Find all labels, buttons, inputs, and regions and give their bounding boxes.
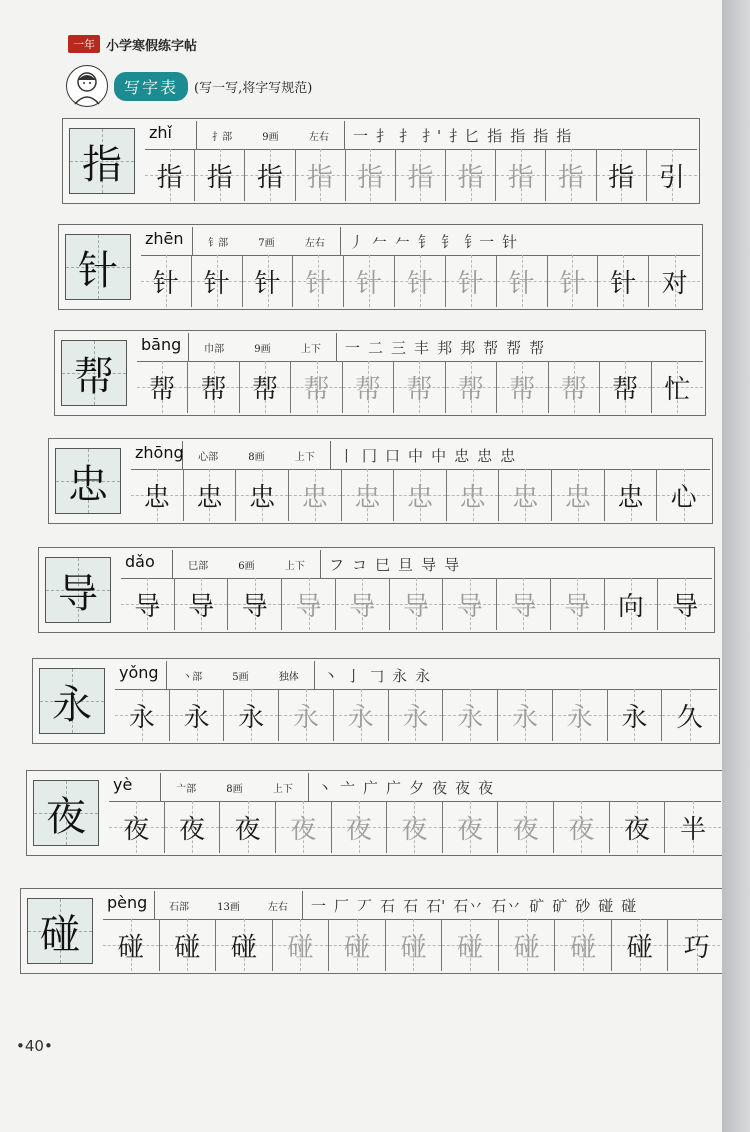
- practice-cell[interactable]: 永: [389, 689, 444, 741]
- practice-cell[interactable]: 碰: [555, 919, 612, 971]
- stroke-step: 碰: [598, 896, 614, 915]
- stroke-step: 针: [502, 232, 518, 251]
- stroke-step: 扌: [376, 126, 392, 145]
- practice-cell[interactable]: 指: [546, 149, 596, 201]
- stroke-order: [309, 773, 721, 801]
- practice-cell[interactable]: 久: [662, 689, 717, 741]
- practice-cell[interactable]: 忙: [652, 361, 703, 413]
- practice-cell[interactable]: 永: [443, 689, 498, 741]
- stroke-step: 夜: [455, 778, 471, 797]
- practice-cell[interactable]: 指: [396, 149, 446, 201]
- stroke-step: 导: [421, 555, 437, 574]
- practice-cell[interactable]: 永: [115, 689, 170, 741]
- pinyin: zhōng: [131, 441, 183, 469]
- stroke-order: [321, 550, 712, 578]
- practice-cell[interactable]: 永: [279, 689, 334, 741]
- structure: 上下: [272, 783, 293, 795]
- practice-cell[interactable]: 夜: [276, 801, 332, 853]
- writing-grid: [103, 891, 725, 971]
- writing-grid: [131, 441, 710, 521]
- character-info: [109, 773, 721, 802]
- practice-cell[interactable]: 永: [553, 689, 608, 741]
- pinyin: zhēn: [141, 227, 193, 255]
- stroke-count: 9画: [262, 131, 279, 143]
- practice-cell[interactable]: 心: [657, 469, 710, 521]
- character-meta: [155, 891, 303, 919]
- radical: 钅部: [208, 237, 229, 249]
- practice-cell[interactable]: 帮: [394, 361, 445, 413]
- practice-cell[interactable]: 对: [649, 255, 700, 307]
- stroke-step: 指: [510, 126, 526, 145]
- practice-cell[interactable]: 指: [597, 149, 647, 201]
- practice-cell[interactable]: 导: [443, 578, 497, 630]
- radical: 亠部: [176, 783, 197, 795]
- character-meta: [197, 121, 345, 149]
- practice-cell[interactable]: 针: [293, 255, 344, 307]
- stroke-step: 冂: [362, 446, 378, 465]
- character-meta: [161, 773, 309, 801]
- radical: 扌部: [212, 131, 233, 143]
- practice-cell[interactable]: 永: [170, 689, 225, 741]
- grade-badge: 一年: [68, 35, 100, 53]
- practice-cell[interactable]: 忠: [236, 469, 289, 521]
- practice-cell[interactable]: 导: [551, 578, 605, 630]
- model-character: 导: [45, 557, 111, 623]
- stroke-step: 旦: [398, 555, 414, 574]
- model-character: 忠: [55, 448, 121, 514]
- stroke-step: 邦: [460, 338, 476, 357]
- practice-row: [58, 224, 703, 310]
- practice-cells: [131, 469, 710, 521]
- stroke-count: 13画: [217, 901, 240, 913]
- stroke-step: 帮: [483, 338, 499, 357]
- section-label: 写字表: [114, 72, 188, 101]
- character-info: [103, 891, 725, 920]
- practice-cell[interactable]: 碰: [160, 919, 217, 971]
- stroke-step: 夕: [409, 778, 425, 797]
- stroke-step: 三: [391, 338, 407, 357]
- stroke-step: 口: [385, 446, 401, 465]
- practice-cell[interactable]: 向: [605, 578, 659, 630]
- page-header: [68, 34, 197, 54]
- stroke-step: 钅: [441, 232, 457, 251]
- practice-cell[interactable]: 碰: [103, 919, 160, 971]
- character-meta: [183, 441, 331, 469]
- practice-cell[interactable]: 忠: [552, 469, 605, 521]
- character-info: [131, 441, 710, 470]
- stroke-order: [337, 333, 703, 361]
- practice-cell[interactable]: 帮: [188, 361, 239, 413]
- stroke-order: [341, 227, 700, 255]
- stroke-count: 8画: [248, 451, 265, 463]
- stroke-step: 丨: [339, 446, 355, 465]
- writing-grid: [121, 550, 712, 630]
- practice-cells: [145, 149, 697, 201]
- practice-row: [54, 330, 706, 416]
- stroke-step: 帮: [506, 338, 522, 357]
- stroke-step: 丰: [414, 338, 430, 357]
- practice-cell[interactable]: 永: [608, 689, 663, 741]
- practice-cells: [109, 801, 721, 853]
- stroke-step: 巳: [375, 555, 391, 574]
- practice-cell[interactable]: 永: [224, 689, 279, 741]
- stroke-step: 一: [345, 338, 361, 357]
- structure: 左右: [304, 237, 325, 249]
- practice-cell[interactable]: 永: [498, 689, 553, 741]
- practice-cell[interactable]: 针: [497, 255, 548, 307]
- practice-row: [62, 118, 700, 204]
- character-info: [137, 333, 703, 362]
- practice-cell[interactable]: 指: [245, 149, 295, 201]
- stroke-order: [331, 441, 710, 469]
- stroke-step: 忠: [500, 446, 516, 465]
- practice-cell[interactable]: 忠: [394, 469, 447, 521]
- practice-cell[interactable]: 夜: [109, 801, 165, 853]
- practice-cell[interactable]: 针: [395, 255, 446, 307]
- pinyin: pèng: [103, 891, 155, 919]
- practice-cells: [103, 919, 725, 971]
- practice-cell[interactable]: 忠: [605, 469, 658, 521]
- practice-cell[interactable]: 指: [145, 149, 195, 201]
- stroke-step: 夜: [432, 778, 448, 797]
- practice-cell[interactable]: 导: [121, 578, 175, 630]
- structure: 独体: [278, 671, 299, 683]
- practice-cell[interactable]: 碰: [329, 919, 386, 971]
- stroke-order: [303, 891, 725, 919]
- practice-cell[interactable]: 碰: [499, 919, 556, 971]
- writing-grid: [137, 333, 703, 413]
- practice-cell[interactable]: 针: [598, 255, 649, 307]
- stroke-step: 石丷: [491, 896, 522, 915]
- character-meta: [173, 550, 321, 578]
- practice-cell[interactable]: 帮: [240, 361, 291, 413]
- stroke-step: 矿: [552, 896, 568, 915]
- practice-cell[interactable]: 帮: [497, 361, 548, 413]
- practice-cell[interactable]: 碰: [273, 919, 330, 971]
- structure: 上下: [284, 560, 305, 572]
- page-number: •40•: [16, 1037, 53, 1055]
- practice-cell[interactable]: 指: [195, 149, 245, 201]
- practice-cell[interactable]: 指: [496, 149, 546, 201]
- stroke-step: 石: [380, 896, 396, 915]
- radical: 心部: [198, 451, 219, 463]
- practice-cell[interactable]: 针: [243, 255, 294, 307]
- stroke-step: 忠: [477, 446, 493, 465]
- practice-cell[interactable]: 引: [647, 149, 697, 201]
- stroke-step: 石: [403, 896, 419, 915]
- practice-cell[interactable]: 导: [497, 578, 551, 630]
- practice-cell[interactable]: 忠: [131, 469, 184, 521]
- practice-cell[interactable]: 巧: [668, 919, 725, 971]
- stroke-step: 𠃌: [369, 666, 385, 685]
- stroke-count: 7画: [258, 237, 275, 249]
- practice-cell[interactable]: 指: [296, 149, 346, 201]
- pinyin: zhǐ: [145, 121, 197, 149]
- character-meta: [193, 227, 341, 255]
- practice-cell[interactable]: 碰: [612, 919, 669, 971]
- stroke-count: 5画: [232, 671, 249, 683]
- practice-cells: [115, 689, 717, 741]
- model-character: 帮: [61, 340, 127, 406]
- practice-cell[interactable]: 导: [390, 578, 444, 630]
- stroke-step: 忠: [454, 446, 470, 465]
- stroke-step: 永: [392, 666, 408, 685]
- stroke-step: 扌: [399, 126, 415, 145]
- model-character: 夜: [33, 780, 99, 846]
- stroke-step: フ: [329, 555, 345, 574]
- practice-cell[interactable]: 碰: [386, 919, 443, 971]
- writing-grid: [141, 227, 700, 307]
- structure: 上下: [294, 451, 315, 463]
- stroke-step: 亠: [340, 778, 356, 797]
- stroke-step: 一: [353, 126, 369, 145]
- practice-cell[interactable]: 导: [336, 578, 390, 630]
- radical: 巾部: [204, 343, 225, 355]
- stroke-count: 9画: [254, 343, 271, 355]
- student-avatar-icon: [66, 65, 108, 107]
- section-note: (写一写,将字写规范): [194, 80, 313, 96]
- practice-cell[interactable]: 忠: [447, 469, 500, 521]
- stroke-step: 扌匕: [449, 126, 480, 145]
- stroke-step: コ: [352, 555, 368, 574]
- model-character: 指: [69, 128, 135, 194]
- stroke-count: 6画: [238, 560, 255, 572]
- practice-cell[interactable]: 永: [334, 689, 389, 741]
- practice-cells: [121, 578, 712, 630]
- stroke-step: 指: [487, 126, 503, 145]
- radical: 巳部: [188, 560, 209, 572]
- practice-cell[interactable]: 帮: [549, 361, 600, 413]
- structure: 上下: [300, 343, 321, 355]
- stroke-step: 永: [415, 666, 431, 685]
- radical: 丶部: [182, 671, 203, 683]
- stroke-order: [345, 121, 697, 149]
- next-page-edge: [722, 0, 750, 1132]
- practice-cell[interactable]: 夜: [498, 801, 554, 853]
- writing-grid: [109, 773, 721, 853]
- writing-grid: [145, 121, 697, 201]
- book-title: 小学寒假练字帖: [106, 38, 198, 54]
- pinyin: yè: [109, 773, 161, 801]
- stroke-step: 指: [556, 126, 572, 145]
- practice-cell[interactable]: 夜: [554, 801, 610, 853]
- practice-cell[interactable]: 忠: [289, 469, 342, 521]
- stroke-step: 亅: [346, 666, 362, 685]
- stroke-step: 二: [368, 338, 384, 357]
- practice-cells: [141, 255, 700, 307]
- model-character: 碰: [27, 898, 93, 964]
- stroke-step: 石': [426, 896, 446, 915]
- practice-cell[interactable]: 帮: [343, 361, 394, 413]
- practice-cells: [137, 361, 703, 413]
- stroke-step: 砂: [575, 896, 591, 915]
- practice-cell[interactable]: 针: [446, 255, 497, 307]
- stroke-step: 钅一: [464, 232, 495, 251]
- practice-cell[interactable]: 夜: [443, 801, 499, 853]
- practice-cell[interactable]: 帮: [137, 361, 188, 413]
- practice-cell[interactable]: 导: [228, 578, 282, 630]
- stroke-step: 帮: [529, 338, 545, 357]
- practice-cell[interactable]: 忠: [184, 469, 237, 521]
- practice-row: [38, 547, 715, 633]
- practice-cell[interactable]: 导: [282, 578, 336, 630]
- practice-cell[interactable]: 碰: [442, 919, 499, 971]
- practice-row: [48, 438, 713, 524]
- character-meta: [167, 661, 315, 689]
- practice-cell[interactable]: 夜: [220, 801, 276, 853]
- character-info: [121, 550, 712, 579]
- practice-row: [26, 770, 724, 856]
- stroke-step: 碰: [621, 896, 637, 915]
- practice-cell[interactable]: 半: [665, 801, 721, 853]
- stroke-step: 一: [311, 896, 327, 915]
- practice-cell[interactable]: 帮: [600, 361, 651, 413]
- practice-cell[interactable]: 夜: [332, 801, 388, 853]
- stroke-step: 钅: [418, 232, 434, 251]
- character-info: [115, 661, 717, 690]
- pinyin: bāng: [137, 333, 189, 361]
- structure: 左右: [308, 131, 329, 143]
- pinyin: yǒng: [115, 661, 167, 689]
- practice-cell[interactable]: 夜: [610, 801, 666, 853]
- model-character: 永: [39, 668, 105, 734]
- stroke-step: 丶: [323, 666, 339, 685]
- stroke-order: [315, 661, 717, 689]
- stroke-step: 厂: [334, 896, 350, 915]
- section-heading: [66, 66, 312, 106]
- practice-cell[interactable]: 夜: [165, 801, 221, 853]
- model-character: 针: [65, 234, 131, 300]
- stroke-step: 扌': [422, 126, 442, 145]
- stroke-step: 𠂉: [372, 232, 388, 251]
- stroke-step: 石丷: [453, 896, 484, 915]
- practice-cell[interactable]: 忠: [342, 469, 395, 521]
- practice-cell[interactable]: 导: [658, 578, 712, 630]
- practice-cell[interactable]: 指: [346, 149, 396, 201]
- character-meta: [189, 333, 337, 361]
- stroke-step: 夜: [478, 778, 494, 797]
- radical: 石部: [169, 901, 190, 913]
- practice-cell[interactable]: 帮: [446, 361, 497, 413]
- practice-cell[interactable]: 碰: [216, 919, 273, 971]
- stroke-step: 丶: [317, 778, 333, 797]
- character-info: [145, 121, 697, 150]
- stroke-step: 中: [431, 446, 447, 465]
- practice-cell[interactable]: 夜: [387, 801, 443, 853]
- stroke-count: 8画: [226, 783, 243, 795]
- practice-cell[interactable]: 忠: [499, 469, 552, 521]
- practice-cell[interactable]: 帮: [291, 361, 342, 413]
- practice-cell[interactable]: 指: [446, 149, 496, 201]
- practice-cell[interactable]: 针: [344, 255, 395, 307]
- pinyin: dǎo: [121, 550, 173, 578]
- structure: 左右: [267, 901, 288, 913]
- practice-cell[interactable]: 针: [141, 255, 192, 307]
- stroke-step: 广: [386, 778, 402, 797]
- writing-grid: [115, 661, 717, 741]
- stroke-step: 矿: [529, 896, 545, 915]
- stroke-step: 丆: [357, 896, 373, 915]
- stroke-step: 𠂉: [395, 232, 411, 251]
- practice-cell[interactable]: 针: [192, 255, 243, 307]
- practice-row: [32, 658, 720, 744]
- stroke-step: 邦: [437, 338, 453, 357]
- practice-row: [20, 888, 728, 974]
- stroke-step: 丿: [349, 232, 365, 251]
- stroke-step: 指: [533, 126, 549, 145]
- stroke-step: 导: [444, 555, 460, 574]
- stroke-step: 中: [408, 446, 424, 465]
- character-info: [141, 227, 700, 256]
- practice-cell[interactable]: 导: [175, 578, 229, 630]
- stroke-step: 广: [363, 778, 379, 797]
- practice-cell[interactable]: 针: [548, 255, 599, 307]
